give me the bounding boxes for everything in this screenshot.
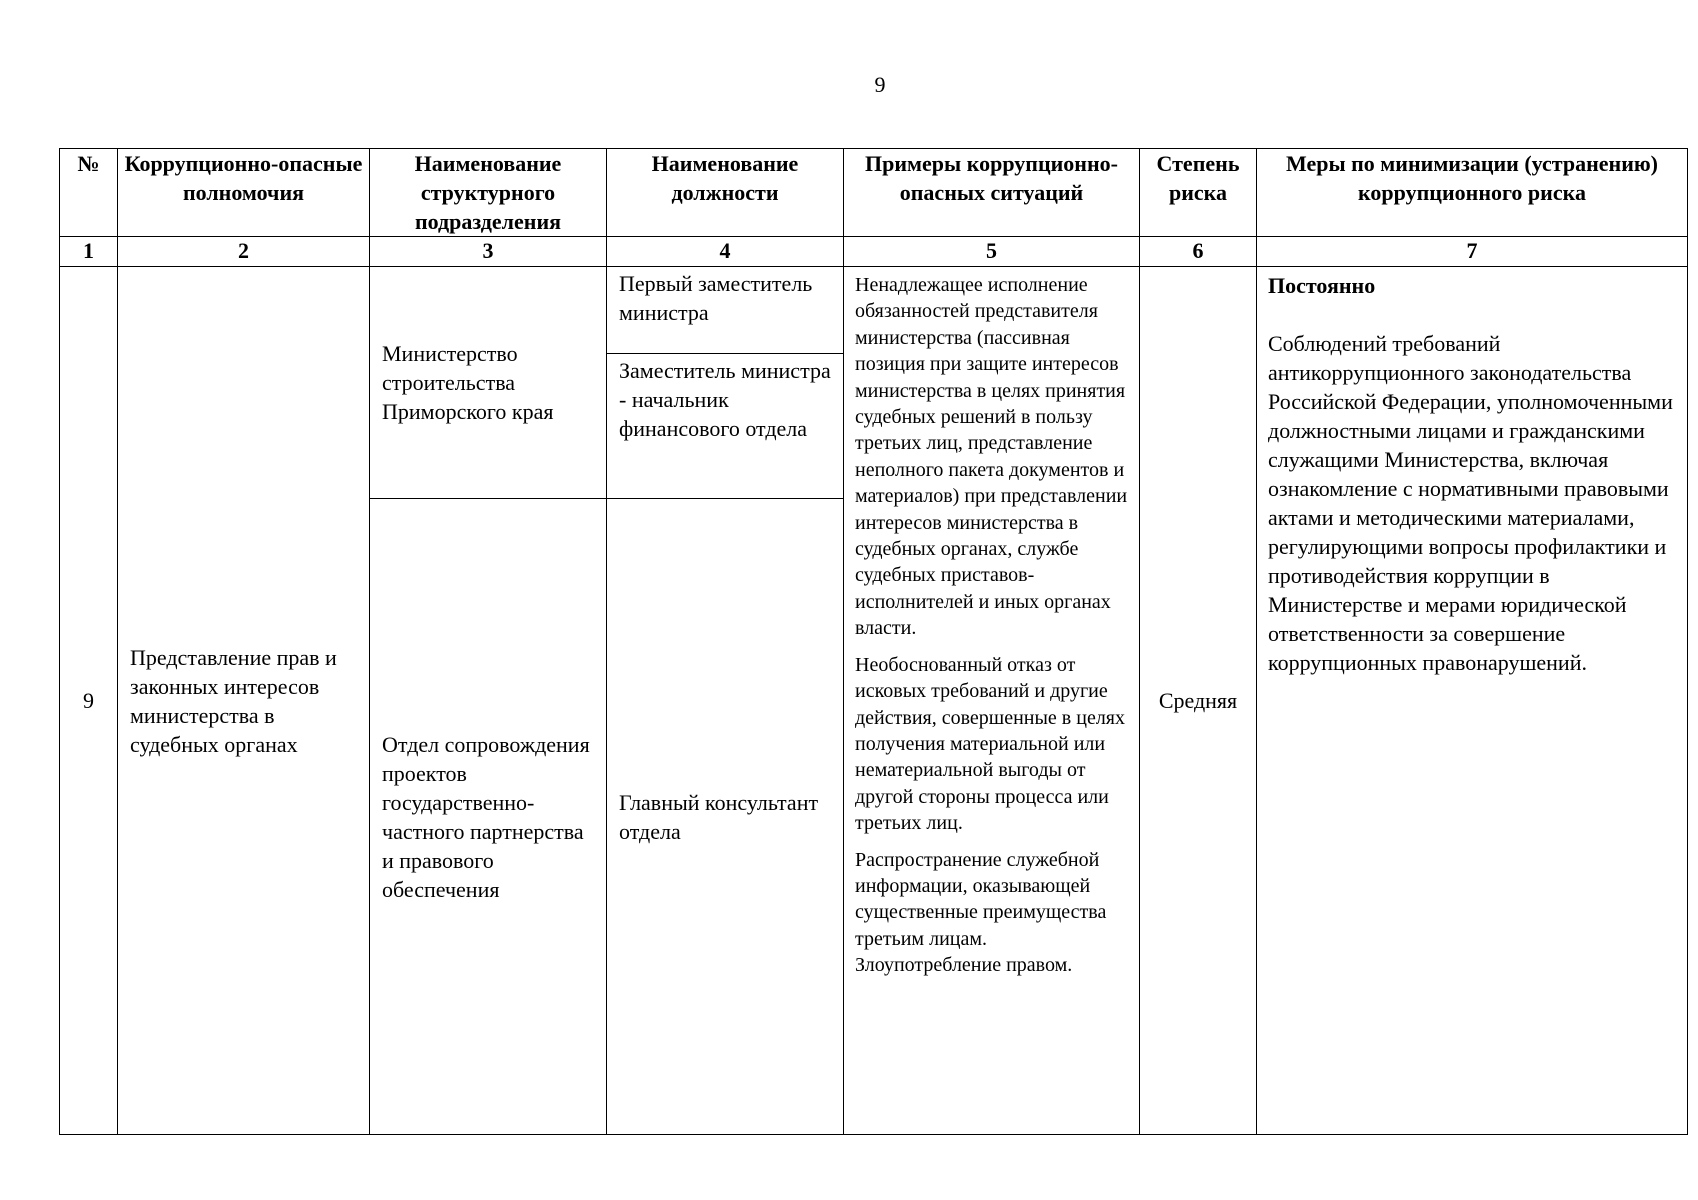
column-number: 2 xyxy=(118,237,370,267)
department-cell: Министерство строительства Приморского края xyxy=(370,267,607,499)
column-number: 4 xyxy=(607,237,844,267)
column-number: 6 xyxy=(1140,237,1257,267)
header-risk: Степень риска xyxy=(1140,149,1257,237)
risk-level-cell: Средняя xyxy=(1140,267,1257,1135)
measures-text: Соблюдений требований антикоррупционного законодательства Российской Федерации, уполномоченными должностными лицами и гражданскими служащими Министерства, включая ознакомление с нормативными правовыми актами и методическими материалами, регулирующими вопросы профилактики и противодействия коррупции в Министерстве и мерами юридической ответственности за совершение коррупционных правонарушений. xyxy=(1268,331,1673,675)
column-number: 3 xyxy=(370,237,607,267)
position-cell: Заместитель министра - начальник финансового отдела xyxy=(607,354,844,499)
authority-cell: Представление прав и законных интересов министерства в судебных органах xyxy=(118,267,370,1135)
header-measures: Меры по минимизации (устранению) коррупционного риска xyxy=(1257,149,1688,237)
position-cell: Главный консультант отдела xyxy=(607,499,844,1135)
header-authority: Коррупционно-опасные полномочия xyxy=(118,149,370,237)
position-cell: Первый заместитель министра xyxy=(607,267,844,354)
situation-text: Распространение служебной информации, оказывающей существенные преимущества третьим лицам. Злоупотребление правом. xyxy=(855,848,1107,977)
situation-text: Ненадлежащее исполнение обязанностей представителя министерства (пассивная позиция при защите интересов министерства в целях принятия судебных решений в пользу третьих лиц, представление неполного пакета документов и материалов) при представлении интересов министерства в судебных органах, службе судебных приставов-исполнителей и иных органах власти. xyxy=(855,274,1128,640)
row-number: 9 xyxy=(60,267,118,1135)
column-number: 1 xyxy=(60,237,118,267)
department-cell: Отдел сопровождения проектов государственно-частного партнерства и правового обеспечения xyxy=(370,499,607,1135)
column-number: 5 xyxy=(844,237,1140,267)
page-number: 9 xyxy=(874,72,886,97)
header-position: Наименование должности xyxy=(607,149,844,237)
situation-text: Необоснованный отказ от исковых требований и другие действия, совершенные в целях получения материальной или нематериальной выгоды от другой стороны процесса или третьих лиц. xyxy=(855,653,1125,835)
situations-cell xyxy=(844,267,1140,1135)
header-department: Наименование структурного подразделения xyxy=(370,149,607,237)
column-number-row xyxy=(60,237,1688,267)
header-situations: Примеры коррупционно-опасных ситуаций xyxy=(844,149,1140,237)
measures-heading: Постоянно xyxy=(1268,273,1376,298)
measures-cell xyxy=(1257,267,1688,1135)
header-row xyxy=(60,149,1688,237)
header-number: № xyxy=(60,149,118,237)
corruption-risk-table xyxy=(59,148,1688,1135)
table-row xyxy=(60,267,1688,354)
column-number: 7 xyxy=(1257,237,1688,267)
